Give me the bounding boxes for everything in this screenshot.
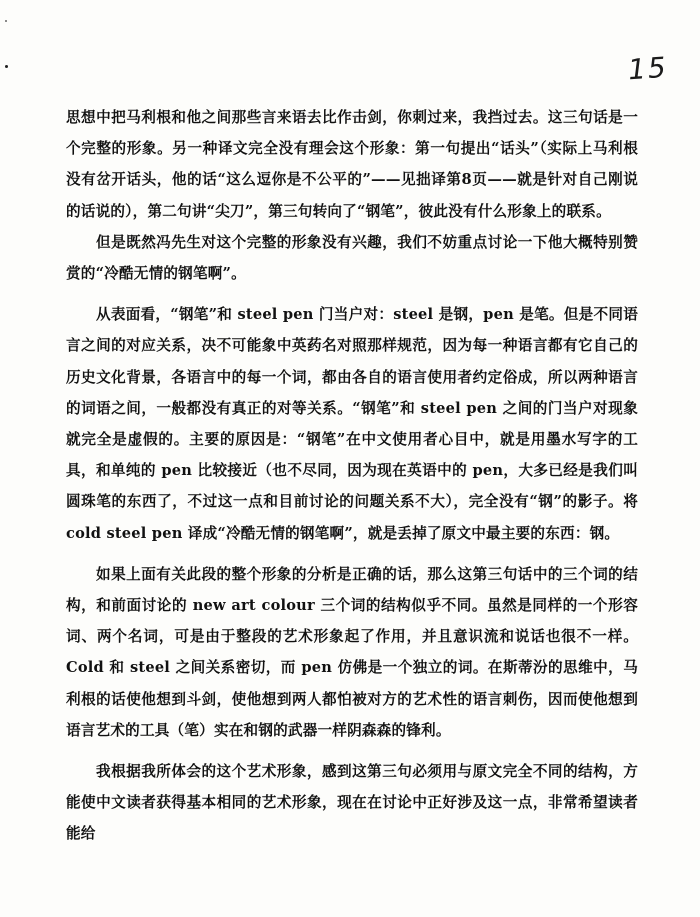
scan-speck xyxy=(5,65,8,68)
document-body xyxy=(66,102,638,850)
paragraph-1: 思想中把马利根和他之间那些言来语去比作击剑，你刺过来，我挡过去。这三句话是一个完整的形象。另一种译文完全没有理会这个形象：第一句提出“话头”（实际上马利根没有岔开话头，他的话“这么逗你是不公平的”——见拙译第8页——就是针对自己刚说的话说的），第二句讲“尖刀”，第三句转向了“钢笔”，彼此没有什么形象上的联系。 xyxy=(66,109,638,220)
paragraph-4: 如果上面有关此段的整个形象的分析是正确的话，那么这第三句话中的三个词的结构，和前面讨论的 new art colour 三个词的结构似乎不同。虽然是同样的一个形容词、两个名词，可是由于整段的艺术形象起了作用，并且意识流和说话也很不一样。Cold 和 steel 之间关系密切，而 pen 仿佛是一个独立的词。在斯蒂汾的思维中，马利根的话使他想到斗剑，使他想到两人都怕被对方的艺术性的语言刺伤，因而使他想到语言艺术的工具（笔）实在和钢的武器一样阴森森的锋利。 xyxy=(66,565,638,739)
paragraph-5: 我根据我所体会的这个艺术形象，感到这第三句必须用与原文完全不同的结构，方能使中文读者获得基本相同的艺术形象，现在在讨论中正好涉及这一点，非常希望读者能给 xyxy=(66,763,638,843)
scan-speck xyxy=(5,20,7,22)
paragraph-gap xyxy=(66,746,638,756)
paragraph-3: 从表面看，“钢笔”和 steel pen 门当户对：steel 是钢，pen 是笔。但是不同语言之间的对应关系，决不可能象中英药名对照那样规范，因为每一种语言都有它自己的历史文化背景，各语言中的每一个词，都由各自的语言使用者约定俗成，所以两种语言的词语之间，一般都没有真正的对等关系。“钢笔”和 steel pen 之间的门当户对现象就完全是虚假的。主要的原因是：“钢笔”在中文使用者心目中，就是用墨水写字的工具，和单纯的 pen 比较接近（也不尽同，因为现在英语中的 pen，大多已经是我们叫圆珠笔的东西了，不过这一点和目前讨论的问题关系不大），完全没有“钢”的影子。将 cold steel pen 译成“冷酷无情的钢笔啊”，就是丢掉了原文中最主要的东西：钢。 xyxy=(66,306,638,542)
paragraph-gap xyxy=(66,289,638,299)
paragraph-2: 但是既然冯先生对这个完整的形象没有兴趣，我们不妨重点讨论一下他大概特别赞赏的“冷酷无情的钢笔啊”。 xyxy=(66,233,638,283)
paragraph-gap xyxy=(66,549,638,559)
handwritten-page-number: 15 xyxy=(627,50,670,87)
